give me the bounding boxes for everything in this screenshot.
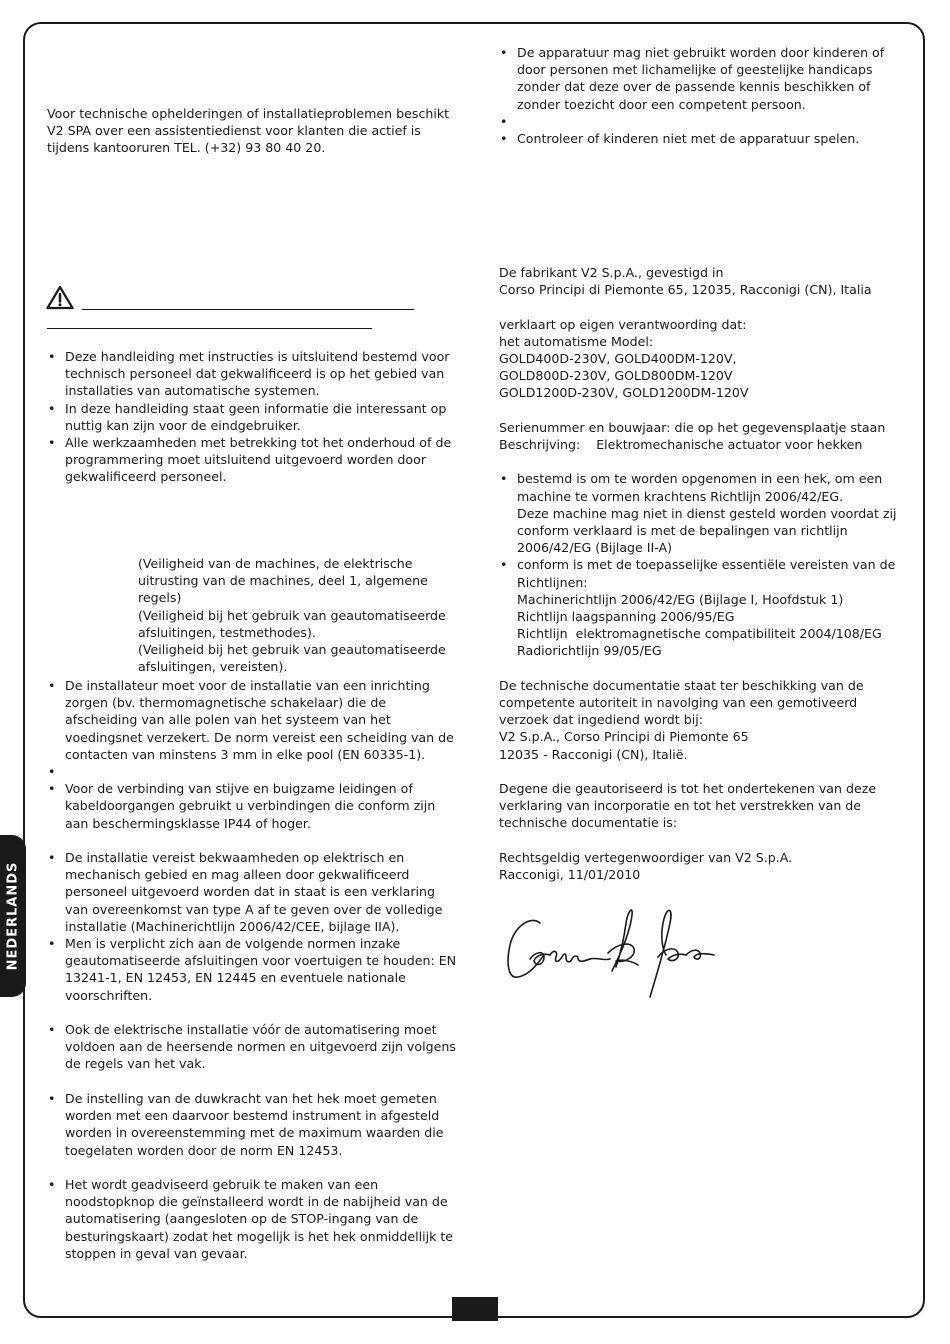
spacer [499, 453, 909, 470]
warning-icon [46, 285, 74, 310]
model-line: GOLD400D-230V, GOLD400DM-120V, [499, 351, 737, 366]
model-line: GOLD800D-230V, GOLD800DM-120V [499, 368, 733, 384]
service-text: Voor technische ophelderingen of installatieproblemen beschikt V2 SPA over een assistentiedienst voor klanten die actief is tijdens kantooruren TEL. (+32) 93 80 40 20. [47, 106, 450, 156]
list-spacer [499, 113, 889, 130]
serial-line: Serienummer en bouwjaar: die op het gegevensplaatje staan [499, 419, 886, 435]
stop-bullet [47, 1176, 457, 1262]
list-item: • De instelling van de duwkracht van het hek moet gemeten worden met een daarvoor bestemd instrument in afgesteld worden in overeenstemming met de maximum waarden die toegelaten worden door de norm EN 12453. [47, 1090, 457, 1159]
list-item: • De apparatuur mag niet gebruikt worden door kinderen of door personen met lichamelijke of geestelijke handicaps zonder dat deze over de passende kennis beschikken of zonder toezicht door een competent persoon. [499, 44, 889, 113]
authorized-text: Degene die geautoriseerd is tot het ondertekenen van deze verklaring van incorporatie en tot het verstrekken van de technische documentatie is: [499, 781, 877, 831]
language-tab-label: NEDERLANDS [5, 861, 21, 971]
list-item: • Men is verplicht zich aan de volgende normen inzake geautomatiseerde afsluitingen voor voertuigen te houden: EN 13241-1, EN 12453, EN 12445 en eventuele nationale voorschriften. [47, 935, 457, 1004]
page-number-box [452, 1297, 498, 1321]
norm-item: (Veiligheid bij het gebruik van geautomatiseerde afsluitingen, testmethodes). [138, 607, 446, 640]
description-line: Beschrijving: Elektromechanische actuator voor hekken [499, 437, 863, 452]
general-bullets [47, 348, 457, 486]
list-item: • De installateur moet voor de installatie van een inrichting zorgen (bv. thermomagnetische schakelaar) die de afscheiding van alle polen van het systeem van het voedingsnet verzekert. De norm vereist een scheiding van de contacten van minstens 3 mm in elke pool (EN 60335-1). [47, 677, 457, 763]
spacer [499, 832, 909, 849]
children-bullets [499, 44, 889, 147]
place-date-line: Racconigi, 11/01/2010 [499, 867, 641, 883]
list-item-line: Richtlijn elektromagnetische compatibiliteit 2004/108/EG [517, 626, 882, 642]
list-item-line: • bestemd is om te worden opgenomen in een hek, om een machine te vormen krachtens Richtlijn 2006/42/EG. [517, 471, 883, 504]
norms-list [47, 555, 467, 675]
list-item [499, 470, 909, 556]
force-bullet [47, 1090, 457, 1159]
norm-item: (Veiligheid bij het gebruik van geautomatiseerde afsluitingen, vereisten). [138, 642, 446, 675]
signature [500, 893, 725, 1001]
list-item: • De installatie vereist bekwaamheden op elektrisch en mechanisch gebied en mag alleen door gekwalificeerd personeel uitgevoerd worden dat in staat is een verklaring van overeenkomst van type A af te geven over de volledige installatie (Machinerichtlijn 2006/42/CEE, bijlage IIA). [47, 849, 457, 935]
list-item: • Alle werkzaamheden met betrekking tot het onderhoud of de programmering moet uitsluitend uitgevoerd worden door gekwalificeerd personeel. [47, 434, 457, 486]
tech-doc-text: De technische documentatie staat ter beschikking van de competente autoriteit in navolging van een gemotiveerd verzoek dat ingediend wordt bij: [499, 677, 864, 728]
list-item [499, 556, 909, 659]
spacer [499, 298, 909, 315]
model-heading: het automatisme Model: [499, 333, 654, 349]
list-item: • Voor de verbinding van stijve en buigzame leidingen of kabeldoorgangen gebruikt u verbindingen die conform zijn aan beschermingsklasse IP44 of hoger. [47, 780, 457, 832]
service-info [47, 105, 457, 157]
list-item-line: Machinerichtlijn 2006/42/EG (Bijlage I, Hoofdstuk 1) [517, 591, 844, 607]
list-item: • Deze handleiding met instructies is uitsluitend bestemd voor technisch personeel dat gekwalificeerd is op het gebied van installaties van automatische systemen. [47, 348, 457, 400]
list-spacer [47, 763, 457, 780]
installation-bullets [47, 677, 457, 832]
spacer [499, 763, 909, 780]
list-item: • Het wordt geadviseerd gebruik te maken van een noodstopknop die geïnstalleerd wordt in de nabijheid van de automatisering (aangesloten op de STOP-ingang van de besturingskaart) zodat het mogelijk is het hek onmiddellijk te stoppen in geval van gevaar. [47, 1176, 457, 1262]
norm-item: (Veiligheid van de machines, de elektrische uitrusting van de machines, deel 1, algemene regels) [138, 556, 428, 606]
qualification-bullets [47, 849, 457, 1004]
spacer [499, 660, 909, 677]
list-item-line: • conform is met de toepasselijke essentiële vereisten van de Richtlijnen: [517, 557, 896, 590]
declaration [499, 264, 909, 883]
language-side-tab [0, 835, 26, 997]
manufacturer-line: De fabrikant V2 S.p.A., gevestigd in [499, 265, 724, 280]
declares-line: verklaart op eigen verantwoording dat: [499, 316, 747, 332]
list-item: • Ook de elektrische installatie vóór de automatisering moet voldoen aan de heersende normen en uitgevoerd zijn volgens de regels van het vak. [47, 1021, 457, 1073]
spacer [499, 402, 909, 419]
representative-line: Rechtsgeldig vertegenwoordiger van V2 S.p.A. [499, 849, 793, 865]
list-item-line: Deze machine mag niet in dienst gesteld worden voordat zij conform verklaard is met de bepalingen van richtlijn 2006/42/EG (Bijlage II-A) [517, 505, 897, 556]
warning-title-rule [82, 309, 414, 310]
address-line: 12035 - Racconigi (CN), Italië. [499, 746, 688, 762]
list-item: • In deze handleiding staat geen informatie die interessant op nuttig kan zijn voor de eindgebruiker. [47, 400, 457, 434]
model-line: GOLD1200D-230V, GOLD1200DM-120V [499, 385, 749, 401]
manufacturer-address: Corso Principi di Piemonte 65, 12035, Racconigi (CN), Italia [499, 282, 872, 298]
list-item: • Controleer of kinderen niet met de apparatuur spelen. [499, 130, 889, 147]
warning-subtitle-rule [47, 328, 372, 329]
electrical-bullet [47, 1021, 457, 1073]
list-item-line: Richtlijn laagspanning 2006/95/EG [517, 609, 735, 625]
address-line: V2 S.p.A., Corso Principi di Piemonte 65 [499, 729, 749, 745]
list-item-line: Radiorichtlijn 99/05/EG [517, 643, 662, 659]
